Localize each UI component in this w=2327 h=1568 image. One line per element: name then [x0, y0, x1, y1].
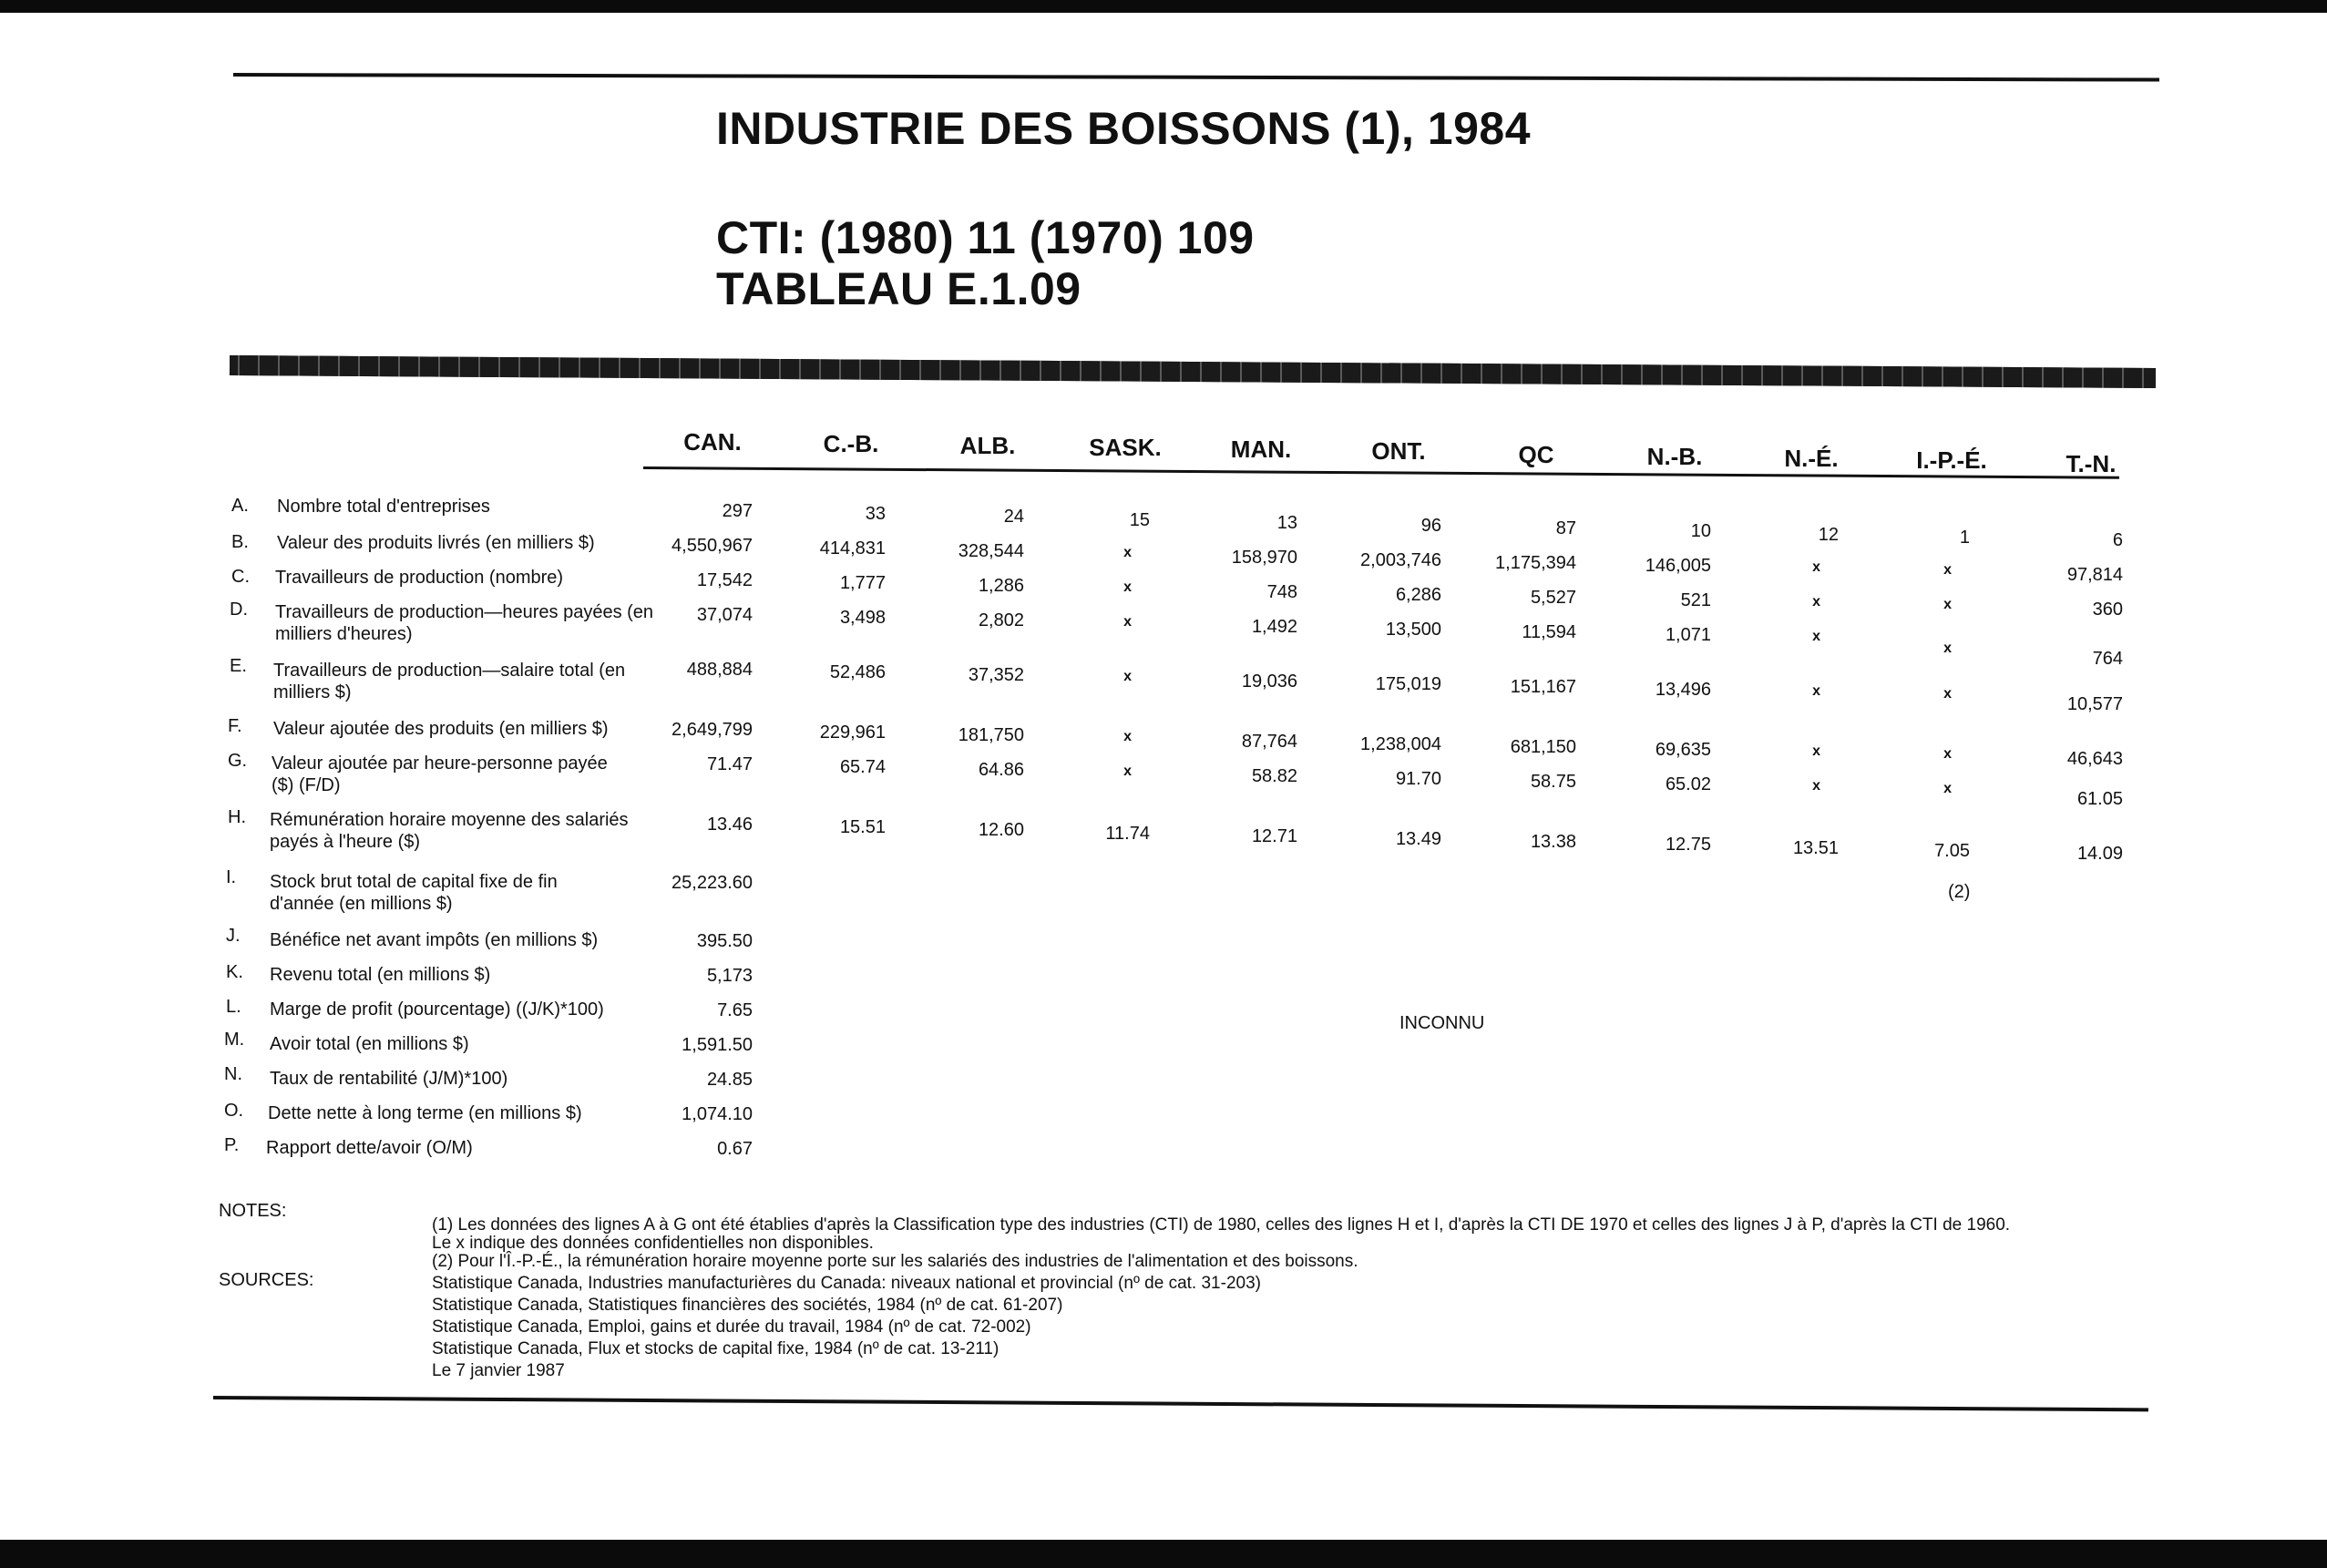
table-cell: 414,831: [819, 538, 886, 559]
table-cell: 12: [1818, 524, 1839, 545]
table-cell: 2,802: [978, 610, 1024, 631]
table-cell: 33: [865, 504, 886, 525]
table-cell: 65.74: [839, 757, 886, 778]
table-cell: 151,167: [1510, 677, 1576, 698]
table-cell: 7.05: [1934, 840, 1970, 861]
table-cell: 11.74: [1105, 823, 1150, 844]
table-cell: 158,970: [1231, 547, 1297, 568]
table-cell: 96: [1420, 516, 1441, 536]
row-letter: L.: [226, 997, 241, 1017]
table-cell: 71.47: [706, 754, 753, 774]
row-letter: C.: [231, 567, 250, 587]
table-reference: TABLEAU E.1.09: [716, 263, 1081, 314]
table-cell: 395.50: [696, 931, 753, 951]
table-cell: x: [1812, 682, 1820, 699]
row-label: Avoir total (en millions $): [270, 1034, 469, 1054]
table-cell: 65.02: [1665, 774, 1711, 795]
row-label: Travailleurs de production—heures payées (en milliers d'heures): [275, 602, 654, 644]
row-letter: A.: [231, 496, 249, 516]
table-cell: 1,286: [978, 576, 1024, 597]
table-cell: x: [1812, 593, 1820, 610]
scan-edge-bottom: [0, 1540, 2327, 1568]
table-cell: 13,496: [1655, 680, 1711, 701]
classification-code: CTI: (1980) 11 (1970) 109: [716, 212, 1255, 263]
row-label: Taux de rentabilité (J/M)*100): [270, 1069, 508, 1089]
table-cell: 6,286: [1395, 585, 1441, 605]
table-cell: 97,814: [2066, 565, 2123, 585]
table-cell: x: [1123, 544, 1132, 560]
table-cell: 1,074.10: [682, 1104, 753, 1124]
table-cell: 87,764: [1241, 731, 1297, 752]
row-letter: M.: [224, 1030, 245, 1050]
table-cell: 6: [2112, 530, 2123, 550]
table-cell: x: [1943, 780, 1952, 796]
row-letter: N.: [224, 1064, 242, 1084]
table-cell: 87: [1555, 518, 1576, 539]
table-cell: 64.86: [978, 760, 1024, 781]
table-cell: 13: [1276, 512, 1297, 533]
table-cell: 13,500: [1385, 620, 1441, 640]
column-header-cb: C.-B.: [823, 430, 879, 457]
table-cell: x: [1812, 628, 1820, 644]
row-letter: I.: [226, 867, 237, 887]
table-cell: 2,649,799: [671, 720, 753, 740]
table-cell: 1,238,004: [1360, 734, 1441, 754]
source-line: Statistique Canada, Emploi, gains et durée du travail, 1984 (nº de cat. 72-002): [432, 1317, 1031, 1337]
notes-label: NOTES:: [219, 1201, 287, 1221]
row-letter: B.: [231, 532, 249, 552]
table-cell: x: [1123, 728, 1132, 744]
table-cell: 61.05: [2076, 789, 2123, 809]
table-cell: 175,019: [1375, 674, 1441, 694]
column-header-rule: [643, 466, 2119, 479]
row-label: Stock brut total de capital fixe de fin d'année (en millions $): [270, 872, 558, 914]
table-cell: x: [1943, 685, 1952, 702]
column-header-sask: SASK.: [1089, 434, 1162, 461]
table-cell: x: [1123, 613, 1132, 630]
table-cell: 58.75: [1530, 772, 1576, 793]
row-label: Revenu total (en millions $): [270, 965, 491, 985]
table-cell: 2,003,746: [1360, 550, 1441, 570]
column-header-man: MAN.: [1230, 436, 1292, 463]
table-cell: 13.46: [706, 815, 753, 835]
bottom-rule: [213, 1396, 2148, 1411]
table-cell: 1: [1959, 527, 1970, 548]
table-cell: 488,884: [686, 660, 753, 680]
table-cell: 328,544: [958, 541, 1024, 562]
row-letter: D.: [230, 600, 248, 620]
unknown-label: INCONNU: [1399, 1013, 1485, 1033]
column-header-alb: ALB.: [959, 432, 1016, 459]
footnote-marker: (2): [1948, 882, 1971, 902]
table-cell: 13.51: [1792, 837, 1839, 858]
row-label: Rapport dette/avoir (O/M): [266, 1138, 473, 1158]
table-cell: 229,961: [819, 723, 886, 743]
table-cell: 12.71: [1251, 825, 1297, 846]
table-cell: 5,173: [706, 966, 753, 986]
source-line: Le 7 janvier 1987: [432, 1361, 565, 1380]
table-cell: 58.82: [1251, 765, 1297, 786]
table-cell: 91.70: [1395, 769, 1441, 789]
sources-label: SOURCES:: [219, 1270, 314, 1290]
table-cell: 764: [2092, 649, 2123, 669]
table-cell: 10,577: [2066, 694, 2123, 714]
table-cell: 297: [722, 501, 753, 521]
table-cell: 1,591.50: [682, 1035, 753, 1055]
source-line: Statistique Canada, Flux et stocks de capital fixe, 1984 (nº de cat. 13-211): [432, 1339, 999, 1358]
row-letter: J.: [226, 926, 241, 946]
row-label: Valeur ajoutée des produits (en milliers $): [273, 719, 609, 739]
row-label: Marge de profit (pourcentage) ((J/K)*100): [270, 999, 604, 1020]
table-cell: x: [1943, 561, 1952, 578]
table-cell: 15: [1129, 509, 1150, 530]
row-label: Travailleurs de production (nombre): [275, 568, 564, 588]
source-line: Statistique Canada, Industries manufacturières du Canada: niveaux national et provincial (nº de cat. 31-203): [432, 1274, 1261, 1293]
table-cell: 4,550,967: [671, 536, 753, 556]
column-header-can: CAN.: [683, 428, 742, 456]
table-cell: x: [1812, 777, 1820, 794]
table-cell: x: [1123, 668, 1132, 684]
column-header-ne: N.-É.: [1784, 445, 1839, 472]
row-label: Bénéfice net avant impôts (en millions $): [270, 930, 599, 950]
table-cell: 24.85: [706, 1070, 753, 1090]
row-label: Valeur des produits livrés (en milliers $): [277, 533, 595, 553]
column-header-ont: ONT.: [1371, 437, 1426, 465]
table-cell: x: [1812, 559, 1820, 575]
row-label: Valeur ajoutée par heure-personne payée ($) (F/D): [272, 753, 608, 795]
row-letter: P.: [224, 1135, 240, 1155]
table-cell: 37,352: [968, 665, 1024, 686]
row-letter: G.: [228, 751, 248, 771]
table-cell: 360: [2092, 600, 2123, 620]
table-cell: 7.65: [717, 1000, 753, 1020]
table-cell: 1,175,394: [1495, 553, 1576, 574]
table-cell: 10: [1690, 521, 1711, 542]
table-cell: 146,005: [1645, 556, 1711, 577]
note-line: (2) Pour l'Î.-P.-É., la rémunération horaire moyenne porte sur les salariés des industries de l'alimentation et des boissons.: [432, 1252, 1358, 1271]
table-cell: 5,527: [1530, 588, 1576, 609]
column-header-nb: N.-B.: [1646, 443, 1703, 470]
row-letter: O.: [224, 1101, 244, 1121]
scan-edge-top: [0, 0, 2327, 13]
column-header-tn: T.-N.: [2066, 450, 2117, 477]
column-header-qc: QC: [1518, 441, 1554, 468]
table-cell: 14.09: [2076, 844, 2123, 864]
header-band-rule: [230, 355, 2156, 388]
table-cell: x: [1943, 640, 1952, 656]
table-cell: 0.67: [717, 1139, 753, 1159]
table-cell: 681,150: [1510, 737, 1576, 758]
row-label: Travailleurs de production—salaire total (en milliers $): [273, 661, 626, 702]
table-cell: 12.75: [1665, 835, 1711, 856]
table-cell: 24: [1003, 507, 1024, 528]
table-cell: 52,486: [829, 662, 886, 683]
row-label: Nombre total d'entreprises: [277, 497, 490, 517]
table-cell: 1,071: [1665, 625, 1711, 646]
source-line: Statistique Canada, Statistiques financières des sociétés, 1984 (nº de cat. 61-207): [432, 1296, 1063, 1315]
row-letter: H.: [228, 807, 246, 827]
row-label: Dette nette à long terme (en millions $): [268, 1103, 582, 1123]
note-line: (1) Les données des lignes A à G ont été établies d'après la Classification type des industries (CTI) de 1980, celles des lignes H et I, d'après la CTI DE 1970 et celles des lignes J à P, d'après la CTI de 1960.: [432, 1215, 2011, 1235]
table-cell: 521: [1680, 590, 1711, 611]
table-cell: x: [1123, 763, 1132, 779]
table-cell: 69,635: [1655, 740, 1711, 761]
table-cell: 13.49: [1395, 829, 1441, 849]
table-cell: 19,036: [1241, 671, 1297, 692]
table-cell: 17,542: [696, 570, 753, 590]
table-cell: 25,223.60: [671, 873, 753, 893]
table-cell: 13.38: [1530, 832, 1576, 853]
table-cell: x: [1812, 743, 1820, 759]
row-letter: F.: [228, 716, 242, 736]
table-cell: 1,777: [839, 573, 886, 594]
column-header-ipe: I.-P.-É.: [1916, 446, 1987, 474]
table-cell: 12.60: [978, 820, 1024, 841]
row-label: Rémunération horaire moyenne des salariés payés à l'heure ($): [270, 810, 629, 852]
table-cell: 46,643: [2066, 749, 2123, 769]
table-cell: x: [1123, 579, 1132, 595]
row-letter: K.: [226, 962, 243, 982]
table-cell: 37,074: [696, 605, 753, 625]
table-cell: 748: [1266, 581, 1297, 602]
table-cell: 3,498: [839, 608, 886, 629]
table-cell: 181,750: [958, 725, 1024, 746]
row-letter: E.: [230, 656, 247, 676]
table-cell: 1,492: [1251, 616, 1297, 637]
top-rule: [233, 73, 2159, 82]
table-cell: x: [1943, 745, 1952, 762]
page-title: INDUSTRIE DES BOISSONS (1), 1984: [716, 103, 1532, 154]
note-line: Le x indique des données confidentielles non disponibles.: [432, 1234, 874, 1253]
table-cell: 11,594: [1522, 622, 1576, 643]
table-cell: 15.51: [839, 817, 886, 838]
table-cell: x: [1943, 596, 1952, 612]
